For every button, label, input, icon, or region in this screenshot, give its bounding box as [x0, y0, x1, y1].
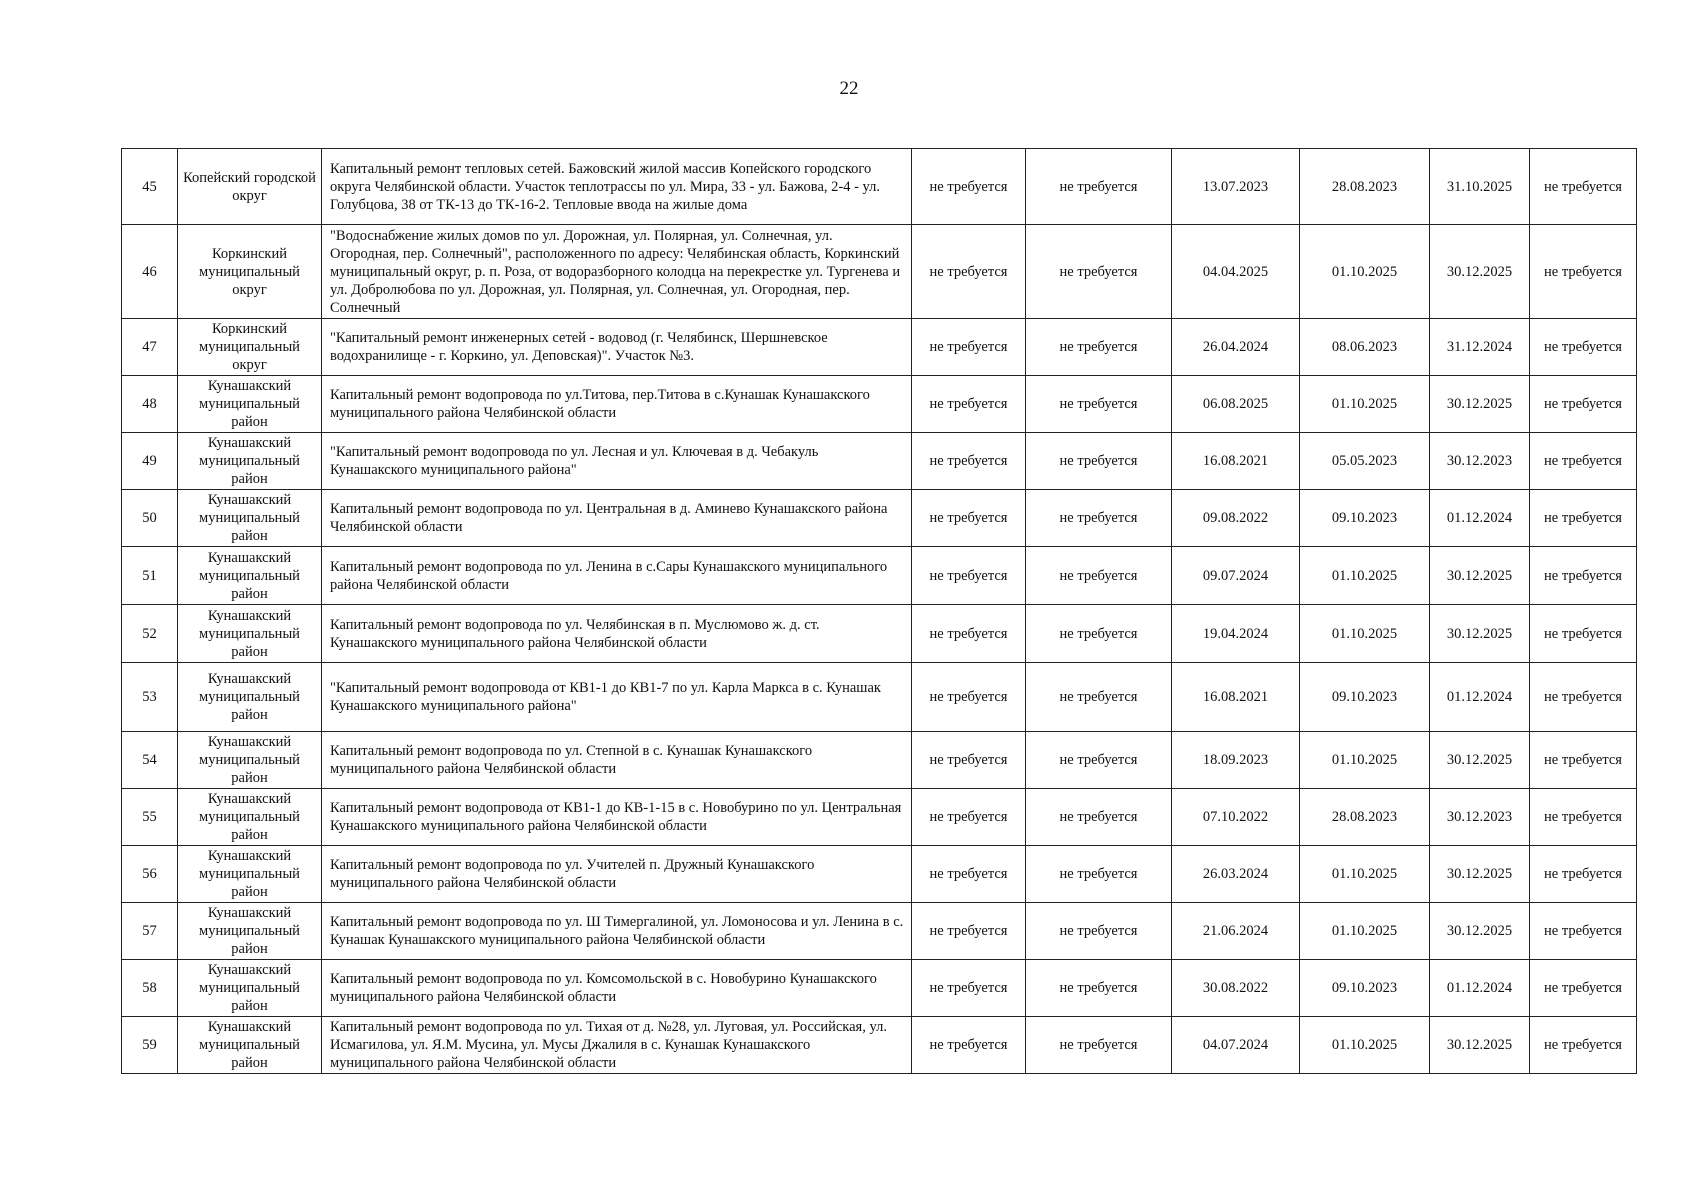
requirement-cell: не требуется	[1530, 149, 1637, 225]
date-cell: 01.12.2024	[1430, 960, 1530, 1017]
object-description-cell: Капитальный ремонт водопровода по ул. Ленина в с.Сары Кунашакского муниципального района Челябинской области	[322, 547, 912, 605]
date-cell: 21.06.2024	[1172, 903, 1300, 960]
requirement-cell: не требуется	[912, 490, 1026, 547]
date-cell: 16.08.2021	[1172, 663, 1300, 732]
date-cell: 08.06.2023	[1300, 319, 1430, 376]
requirement-cell: не требуется	[1530, 490, 1637, 547]
date-cell: 30.12.2025	[1430, 225, 1530, 319]
row-number: 52	[122, 605, 178, 663]
requirement-cell: не требуется	[912, 1017, 1026, 1074]
requirement-cell: не требуется	[1530, 789, 1637, 846]
requirement-cell: не требуется	[1026, 1017, 1172, 1074]
requirement-cell: не требуется	[1026, 433, 1172, 490]
row-number: 46	[122, 225, 178, 319]
row-number: 54	[122, 732, 178, 789]
requirement-cell: не требуется	[1530, 605, 1637, 663]
requirement-cell: не требуется	[912, 732, 1026, 789]
date-cell: 30.12.2025	[1430, 547, 1530, 605]
table-row	[122, 960, 1637, 1017]
date-cell: 31.12.2024	[1430, 319, 1530, 376]
municipality-cell: Кунашакский муниципальный район	[178, 547, 322, 605]
date-cell: 30.08.2022	[1172, 960, 1300, 1017]
requirement-cell: не требуется	[912, 149, 1026, 225]
municipality-cell: Кунашакский муниципальный район	[178, 732, 322, 789]
municipality-cell: Кунашакский муниципальный район	[178, 1017, 322, 1074]
date-cell: 30.12.2025	[1430, 605, 1530, 663]
date-cell: 13.07.2023	[1172, 149, 1300, 225]
date-cell: 31.10.2025	[1430, 149, 1530, 225]
object-description-cell: Капитальный ремонт водопровода по ул. Центральная в д. Аминево Кунашакского района Челябинской области	[322, 490, 912, 547]
requirement-cell: не требуется	[1530, 1017, 1637, 1074]
requirement-cell: не требуется	[912, 789, 1026, 846]
requirement-cell: не требуется	[1026, 663, 1172, 732]
municipality-cell: Копейский городской округ	[178, 149, 322, 225]
date-cell: 01.10.2025	[1300, 732, 1430, 789]
row-number: 51	[122, 547, 178, 605]
date-cell: 01.10.2025	[1300, 605, 1430, 663]
table-row	[122, 663, 1637, 732]
date-cell: 30.12.2025	[1430, 846, 1530, 903]
municipality-cell: Кунашакский муниципальный район	[178, 789, 322, 846]
requirement-cell: не требуется	[912, 903, 1026, 960]
requirement-cell: не требуется	[1530, 319, 1637, 376]
object-description-cell: Капитальный ремонт водопровода по ул.Титова, пер.Титова в с.Кунашак Кунашакского муниципального района Челябинской области	[322, 376, 912, 433]
municipality-cell: Кунашакский муниципальный район	[178, 376, 322, 433]
requirement-cell: не требуется	[1026, 605, 1172, 663]
requirement-cell: не требуется	[1026, 376, 1172, 433]
municipality-cell: Кунашакский муниципальный район	[178, 490, 322, 547]
table-row	[122, 433, 1637, 490]
row-number: 57	[122, 903, 178, 960]
table-row	[122, 547, 1637, 605]
table-row	[122, 225, 1637, 319]
row-number: 48	[122, 376, 178, 433]
date-cell: 30.12.2025	[1430, 903, 1530, 960]
table-row	[122, 732, 1637, 789]
table-row	[122, 376, 1637, 433]
table-row	[122, 149, 1637, 225]
object-description-cell: Капитальный ремонт тепловых сетей. Бажовский жилой массив Копейского городского округа Челябинской области. Участок теплотрассы по ул. Мира, 33 - ул. Бажова, 2-4 - ул. Голубцова, 38 от ТК-13 до ТК-16-2. Тепловые ввода на жилые дома	[322, 149, 912, 225]
date-cell: 30.12.2023	[1430, 789, 1530, 846]
date-cell: 30.12.2023	[1430, 433, 1530, 490]
object-description-cell: Капитальный ремонт водопровода по ул. Челябинская в п. Муслюмово ж. д. ст. Кунашакского муниципального района Челябинской области	[322, 605, 912, 663]
table-row	[122, 605, 1637, 663]
requirement-cell: не требуется	[912, 846, 1026, 903]
date-cell: 09.08.2022	[1172, 490, 1300, 547]
date-cell: 05.05.2023	[1300, 433, 1430, 490]
date-cell: 16.08.2021	[1172, 433, 1300, 490]
requirement-cell: не требуется	[912, 376, 1026, 433]
requirement-cell: не требуется	[1026, 903, 1172, 960]
date-cell: 01.10.2025	[1300, 547, 1430, 605]
date-cell: 07.10.2022	[1172, 789, 1300, 846]
row-number: 47	[122, 319, 178, 376]
municipality-cell: Коркинский муниципальный округ	[178, 319, 322, 376]
date-cell: 19.04.2024	[1172, 605, 1300, 663]
date-cell: 01.10.2025	[1300, 1017, 1430, 1074]
object-description-cell: "Водоснабжение жилых домов по ул. Дорожная, ул. Полярная, ул. Солнечная, ул. Огородная, пер. Солнечный", расположенного по адресу: Челябинская область, Коркинский муниципальный округ, р. п. Роза, от водоразборного колодца на перекрестке ул. Тургенева и ул. Добролюбова по ул. Дорожная, ул. Полярная, ул. Солнечная, ул. Огородная, пер. Солнечный	[322, 225, 912, 319]
object-description-cell: "Капитальный ремонт инженерных сетей - водовод (г. Челябинск, Шершневское водохранилище - г. Коркино, ул. Деповская)". Участок №3.	[322, 319, 912, 376]
requirement-cell: не требуется	[912, 960, 1026, 1017]
date-cell: 09.10.2023	[1300, 663, 1430, 732]
requirement-cell: не требуется	[912, 319, 1026, 376]
date-cell: 04.07.2024	[1172, 1017, 1300, 1074]
municipality-cell: Коркинский муниципальный округ	[178, 225, 322, 319]
object-description-cell: Капитальный ремонт водопровода по ул. Степной в с. Кунашак Кунашакского муниципального района Челябинской области	[322, 732, 912, 789]
requirement-cell: не требуется	[1530, 547, 1637, 605]
registry-table	[121, 148, 1637, 1074]
table-row	[122, 490, 1637, 547]
row-number: 49	[122, 433, 178, 490]
date-cell: 04.04.2025	[1172, 225, 1300, 319]
object-description-cell: Капитальный ремонт водопровода от КВ1-1 до КВ-1-15 в с. Новобурино по ул. Центральная Кунашакского муниципального района Челябинской области	[322, 789, 912, 846]
date-cell: 18.09.2023	[1172, 732, 1300, 789]
date-cell: 09.07.2024	[1172, 547, 1300, 605]
requirement-cell: не требуется	[1026, 960, 1172, 1017]
table-row	[122, 1017, 1637, 1074]
date-cell: 09.10.2023	[1300, 960, 1430, 1017]
date-cell: 26.03.2024	[1172, 846, 1300, 903]
row-number: 45	[122, 149, 178, 225]
date-cell: 01.10.2025	[1300, 376, 1430, 433]
row-number: 56	[122, 846, 178, 903]
requirement-cell: не требуется	[1026, 846, 1172, 903]
row-number: 58	[122, 960, 178, 1017]
row-number: 53	[122, 663, 178, 732]
requirement-cell: не требуется	[1026, 547, 1172, 605]
date-cell: 28.08.2023	[1300, 789, 1430, 846]
requirement-cell: не требуется	[1530, 732, 1637, 789]
municipality-cell: Кунашакский муниципальный район	[178, 960, 322, 1017]
requirement-cell: не требуется	[1026, 732, 1172, 789]
requirement-cell: не требуется	[1026, 149, 1172, 225]
date-cell: 26.04.2024	[1172, 319, 1300, 376]
requirement-cell: не требуется	[1530, 903, 1637, 960]
municipality-cell: Кунашакский муниципальный район	[178, 663, 322, 732]
municipality-cell: Кунашакский муниципальный район	[178, 605, 322, 663]
municipality-cell: Кунашакский муниципальный район	[178, 846, 322, 903]
table-row	[122, 903, 1637, 960]
municipality-cell: Кунашакский муниципальный район	[178, 903, 322, 960]
table-row	[122, 319, 1637, 376]
requirement-cell: не требуется	[1026, 319, 1172, 376]
requirement-cell: не требуется	[1026, 789, 1172, 846]
requirement-cell: не требуется	[1530, 225, 1637, 319]
date-cell: 30.12.2025	[1430, 1017, 1530, 1074]
date-cell: 01.10.2025	[1300, 225, 1430, 319]
date-cell: 01.10.2025	[1300, 846, 1430, 903]
date-cell: 28.08.2023	[1300, 149, 1430, 225]
page-number: 22	[839, 78, 859, 99]
requirement-cell: не требуется	[1026, 490, 1172, 547]
table-row	[122, 789, 1637, 846]
date-cell: 09.10.2023	[1300, 490, 1430, 547]
date-cell: 30.12.2025	[1430, 732, 1530, 789]
requirement-cell: не требуется	[1530, 663, 1637, 732]
requirement-cell: не требуется	[912, 433, 1026, 490]
requirement-cell: не требуется	[1530, 846, 1637, 903]
date-cell: 01.12.2024	[1430, 490, 1530, 547]
requirement-cell: не требуется	[1530, 433, 1637, 490]
municipality-cell: Кунашакский муниципальный район	[178, 433, 322, 490]
requirement-cell: не требуется	[912, 547, 1026, 605]
date-cell: 30.12.2025	[1430, 376, 1530, 433]
object-description-cell: Капитальный ремонт водопровода по ул. Ш Тимергалиной, ул. Ломоносова и ул. Ленина в с. Кунашак Кунашакского муниципального района Челябинской области	[322, 903, 912, 960]
requirement-cell: не требуется	[1530, 960, 1637, 1017]
date-cell: 01.10.2025	[1300, 903, 1430, 960]
object-description-cell: Капитальный ремонт водопровода по ул. Комсомольской в с. Новобурино Кунашакского муниципального района Челябинской области	[322, 960, 912, 1017]
row-number: 50	[122, 490, 178, 547]
table-body	[122, 149, 1637, 1074]
requirement-cell: не требуется	[1026, 225, 1172, 319]
object-description-cell: "Капитальный ремонт водопровода от КВ1-1 до КВ1-7 по ул. Карла Маркса в с. Кунашак Кунашакского муниципального района"	[322, 663, 912, 732]
object-description-cell: "Капитальный ремонт водопровода по ул. Лесная и ул. Ключевая в д. Чебакуль Кунашакского муниципального района"	[322, 433, 912, 490]
requirement-cell: не требуется	[912, 663, 1026, 732]
object-description-cell: Капитальный ремонт водопровода по ул. Учителей п. Дружный Кунашакского муниципального района Челябинской области	[322, 846, 912, 903]
table-row	[122, 846, 1637, 903]
date-cell: 06.08.2025	[1172, 376, 1300, 433]
date-cell: 01.12.2024	[1430, 663, 1530, 732]
row-number: 59	[122, 1017, 178, 1074]
row-number: 55	[122, 789, 178, 846]
requirement-cell: не требуется	[1530, 376, 1637, 433]
requirement-cell: не требуется	[912, 225, 1026, 319]
requirement-cell: не требуется	[912, 605, 1026, 663]
object-description-cell: Капитальный ремонт водопровода по ул. Тихая от д. №28, ул. Луговая, ул. Российская, ул. Исмагилова, ул. Я.М. Мусина, ул. Мусы Джалиля в с. Кунашак Кунашакского муниципального района Челябинской области	[322, 1017, 912, 1074]
